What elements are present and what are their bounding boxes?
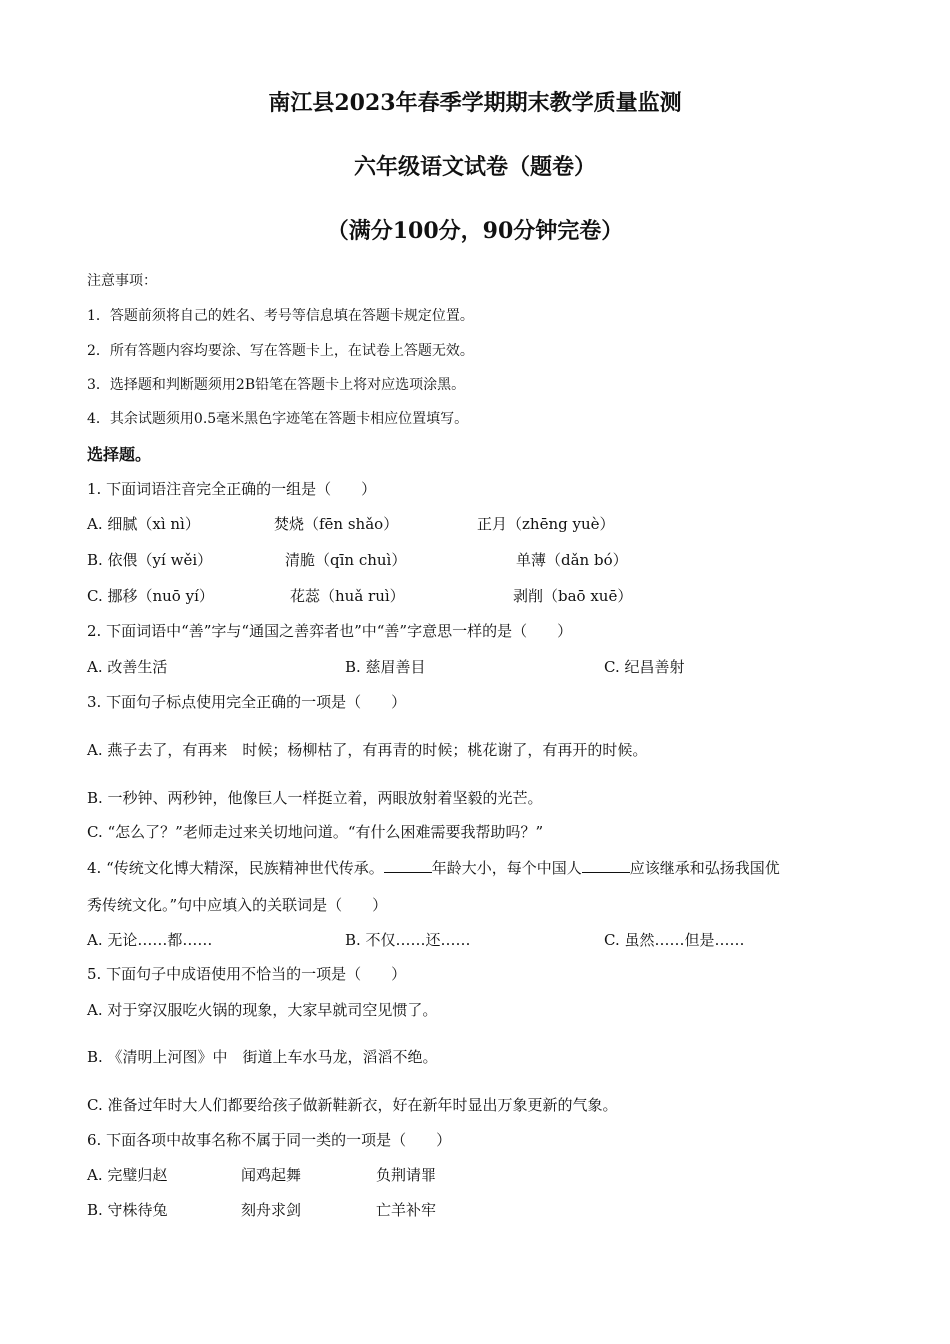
section-title: 选择题。 — [87, 445, 152, 464]
q1-option-c-word1: C. 挪移（nuō yí） — [87, 587, 214, 605]
q1-option-a-word2: 焚烧（fēn shǎo） — [274, 515, 399, 533]
exam-title: 南江县2023年春季学期期末教学质量监测 — [268, 90, 682, 116]
question-3-stem: 3. 下面句子标点使用完全正确的一项是（ ） — [87, 693, 407, 711]
question-6-stem: 6. 下面各项中故事名称不属于同一类的一项是（ ） — [87, 1131, 452, 1149]
question-1-stem: 1. 下面词语注音完全正确的一组是（ ） — [87, 480, 377, 498]
q2-option-b: B. 慈眉善目 — [345, 658, 426, 676]
q5-option-b: B. 《清明上河图》中 街道上车水马龙，滔滔不绝。 — [87, 1048, 438, 1066]
q6-option-b-word1: B. 守株待兔 — [87, 1201, 168, 1219]
q3-option-a: A. 燕子去了，有再来 时候；杨柳枯了，有再青的时候；桃花谢了，有再开的时候。 — [87, 741, 648, 759]
notice-item: 3．选择题和判断题须用2B铅笔在答题卡上将对应选项涂黑。 — [87, 377, 466, 393]
q1-option-a-word3: 正月（zhēng yuè） — [477, 515, 615, 533]
q5-option-c: C. 准备过年时大人们都要给孩子做新鞋新衣，好在新年时显出万象更新的气象。 — [87, 1096, 618, 1114]
q2-option-a: A. 改善生活 — [87, 658, 168, 676]
notice-item: 4．其余试题须用0.5毫米黑色字迹笔在答题卡相应位置填写。 — [87, 411, 469, 427]
question-5-stem: 5. 下面句子中成语使用不恰当的一项是（ ） — [87, 965, 407, 983]
question-4-stem — [87, 857, 780, 878]
q1-option-a-word1: A. 细腻（xì nì） — [87, 515, 200, 533]
exam-subtitle: 六年级语文试卷（题卷） — [353, 154, 596, 180]
q2-option-c: C. 纪昌善射 — [604, 658, 685, 676]
q4-stem-part2: 年龄大小，每个中国人 — [431, 859, 582, 877]
notice-heading: 注意事项： — [87, 273, 157, 289]
q1-option-b-word3: 单薄（dǎn bó） — [516, 551, 628, 569]
q3-option-b: B. 一秒钟、两秒钟，他像巨人一样挺立着，两眼放射着坚毅的光芒。 — [87, 789, 543, 807]
q4-blank-1 — [384, 858, 432, 873]
q4-stem-part1: 4. “传统文化博大精深，民族精神世代传承。 — [87, 859, 384, 877]
q6-option-a-word2: 闻鸡起舞 — [241, 1166, 302, 1184]
q1-option-b-word1: B. 依偎（yí wěi） — [87, 551, 213, 569]
q3-option-c: C. “怎么了？”老师走过来关切地问道。“有什么困难需要我帮助吗？” — [87, 823, 544, 841]
notice-item: 1．答题前须将自己的姓名、考号等信息填在答题卡规定位置。 — [87, 308, 474, 324]
notice-item: 2．所有答题内容均要涂、写在答题卡上，在试卷上答题无效。 — [87, 343, 474, 359]
q4-blank-2 — [582, 858, 630, 873]
q4-stem-part3: 应该继承和弘扬我国优 — [629, 859, 780, 877]
q1-option-c-word3: 剥削（baō xuē） — [513, 587, 633, 605]
q1-option-b-word2: 清脆（qīn chuì） — [285, 551, 407, 569]
q4-option-a: A. 无论……都…… — [87, 931, 213, 949]
q6-option-b-word3: 亡羊补牢 — [376, 1201, 437, 1219]
q6-option-a-word3: 负荆请罪 — [376, 1166, 437, 1184]
q6-option-a-word1: A. 完璧归赵 — [87, 1166, 168, 1184]
q4-option-b: B. 不仅……还…… — [345, 931, 471, 949]
q6-option-b-word2: 刻舟求剑 — [241, 1201, 302, 1219]
exam-score-time: （满分100分，90分钟完卷） — [326, 218, 624, 244]
question-2-stem: 2. 下面词语中“善”字与“通国之善弈者也”中“善”字意思一样的是（ ） — [87, 622, 573, 640]
q1-option-c-word2: 花蕊（huǎ ruì） — [290, 587, 405, 605]
q4-option-c: C. 虽然……但是…… — [604, 931, 745, 949]
question-4-stem-line2: 秀传统文化。”句中应填入的关联词是（ ） — [87, 896, 388, 914]
q5-option-a: A. 对于穿汉服吃火锅的现象，大家早就司空见惯了。 — [87, 1001, 438, 1019]
